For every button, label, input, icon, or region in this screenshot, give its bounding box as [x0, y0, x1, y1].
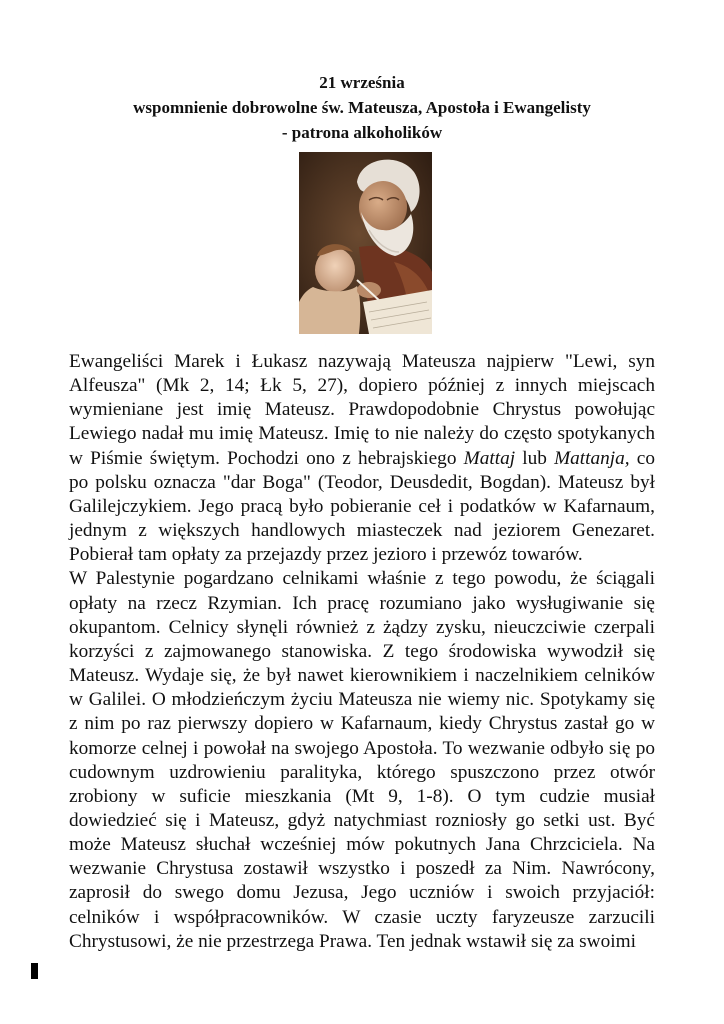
paragraph-1	[69, 350, 655, 567]
feast-date: 21 września	[319, 73, 405, 92]
conjunction-lub: lub	[515, 447, 555, 469]
name-mattaj: Mattaj	[463, 447, 516, 469]
feast-title: wspomnienie dobrowolne św. Mateusza, Apostoła i Ewangelisty	[133, 98, 591, 117]
body-text	[69, 350, 655, 954]
portrait-angel-body	[299, 286, 360, 334]
paragraph-1-part-2: co po polsku oznacza "dar Boga" (Teodor, Deusdedit, Bogdan). Mateusz był Galilejczykiem. Jego pracą było pobieranie ceł i podatków w Kafarnaum, jednym z większych handlowych miasteczek nad jeziorem Genezaret. Pobierał tam opłaty za przejazdy przez jezioro i przewóz towarów.	[69, 447, 655, 566]
title-block	[60, 70, 664, 145]
saint-matthew-portrait	[299, 152, 432, 334]
name-mattanja: Mattanja,	[554, 447, 630, 469]
paragraph-1-part-1: Ewangeliści Marek i Łukasz nazywają Mateusza najpierw "Lewi, syn Alfeusza" (Mk 2, 14; Łk 5, 27), dopiero później z innych miejscach wymieniane jest imię Mateusz. Prawdopodobnie Chrystus powołując Lewiego nadał mu imię Mateusz. Imię to nie należy do często spotykanych w Piśmie świętym. Pochodzi ono z hebrajskiego	[69, 351, 655, 469]
feast-subtitle: - patrona alkoholików	[281, 123, 443, 142]
paragraph-2: W Palestynie pogardzano celnikami właśnie z tego powodu, że ściągali opłaty na rzecz Rzymian. Ich pracę rozumiano jako wysługiwanie się okupantom. Celnicy słynęli również z żądzy zysku, nieuczciwie czerpali korzyści z zajmowanego stanowiska. Z tego środowiska wywodził się Mateusz. Wydaje się, że był nawet kierownikiem i naczelnikiem celników w Galilei. O młodzieńczym życiu Mateusza nie wiemy nic. Spotykamy się z nim po raz pierwszy dopiero w Kafarnaum, kiedy Chrystus zastał go w komorze celnej i powołał na swojego Apostoła. To wezwanie odbyło się po cudownym uzdrowieniu paralityka, którego spuszczono przez otwór zrobiony w suficie mieszkania (Mt 9, 1-8). O tym cudzie musiał dowiedzieć się i Mateusz, gdyż natychmiast rozniosły go setki ust. Być może Mateusz słuchał wcześniej mów pokutnych Jana Chrzciciela. Na wezwanie Chrystusa zostawił wszystko i poszedł za Nim. Nawrócony, zaprosił do swego domu Jezusa, Jego uczniów i swoich przyjaciół: celników i współpracowników. W czasie uczty faryzeusze zarzucili Chrystusowi, że nie przestrzega Prawa. Ten jednak wstawił się za swoimi	[69, 568, 655, 952]
page-marker	[31, 963, 38, 979]
